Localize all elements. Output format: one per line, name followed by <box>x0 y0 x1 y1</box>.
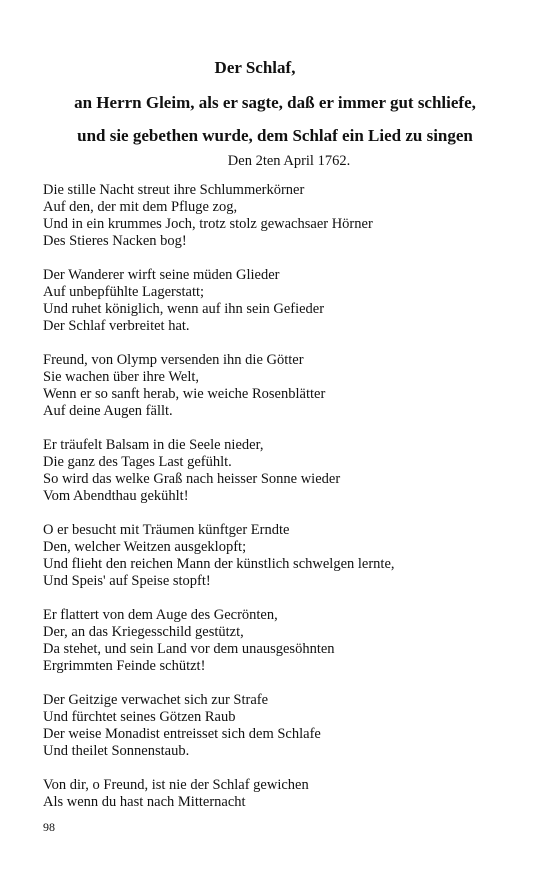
verse-line: Auf deine Augen fällt. <box>43 403 173 419</box>
verse-line: Von dir, o Freund, ist nie der Schlaf gewichen <box>43 777 309 793</box>
poem-date: Den 2ten April 1762. <box>227 153 351 169</box>
verse-line: Und ruhet königlich, wenn auf ihn sein Gefieder <box>43 301 325 317</box>
verse-line: O er besucht mit Träumen künftger Erndte <box>43 522 290 538</box>
stanza <box>43 777 523 811</box>
stanza <box>43 522 523 590</box>
stanza <box>43 352 523 420</box>
verse-line: Und Speis' auf Speise stopft! <box>43 573 211 589</box>
poem-subtitle-line-2: und sie gebethen wurde, dem Schlaf ein Lied zu singen <box>77 126 473 145</box>
verse-line: Die ganz des Tages Last gefühlt. <box>43 454 232 470</box>
verse-line: Der weise Monadist entreisset sich dem Schlafe <box>43 726 321 742</box>
verse-line: Freund, von Olymp versenden ihn die Götter <box>43 352 304 368</box>
verse-line: Der, an das Kriegesschild gestützt, <box>43 624 244 640</box>
poem-body <box>43 182 523 828</box>
verse-line: Auf unbepfühlte Lagerstatt; <box>43 284 205 300</box>
verse-line: Vom Abendthau gekühlt! <box>43 488 189 504</box>
verse-line: Wenn er so sanft herab, wie weiche Rosenblätter <box>43 386 326 402</box>
verse-line: Und theilet Sonnenstaub. <box>43 743 190 759</box>
stanza <box>43 607 523 675</box>
verse-line: Des Stieres Nacken bog! <box>43 233 187 249</box>
verse-line: Sie wachen über ihre Welt, <box>43 369 199 385</box>
stanza <box>43 182 523 250</box>
stanza <box>43 267 523 335</box>
verse-line: Ergrimmten Feinde schützt! <box>43 658 206 674</box>
verse-line: Auf den, der mit dem Pfluge zog, <box>43 199 238 215</box>
verse-line: Als wenn du hast nach Mitternacht <box>43 794 246 810</box>
verse-line: Und in ein krummes Joch, trotz stolz gewachsaer Hörner <box>43 216 373 232</box>
verse-line: Er flattert von dem Auge des Gecrönten, <box>43 607 278 623</box>
verse-line: Den, welcher Weitzen ausgeklopft; <box>43 539 247 555</box>
verse-line: So wird das welke Graß nach heisser Sonne wieder <box>43 471 341 487</box>
verse-line: Der Geitzige verwachet sich zur Strafe <box>43 692 269 708</box>
verse-line: Der Wanderer wirft seine müden Glieder <box>43 267 280 283</box>
stanza <box>43 437 523 505</box>
verse-line: Da stehet, und sein Land vor dem unausgesöhnten <box>43 641 335 657</box>
verse-line: Und flieht den reichen Mann der künstlich schwelgen lernte, <box>43 556 395 572</box>
verse-line: Der Schlaf verbreitet hat. <box>43 318 190 334</box>
stanza <box>43 692 523 760</box>
poem-title: Der Schlaf, <box>214 58 296 77</box>
verse-line: Die stille Nacht streut ihre Schlummerkörner <box>43 182 305 198</box>
poem-subtitle-line-1: an Herrn Gleim, als er sagte, daß er immer gut schliefe, <box>74 93 476 112</box>
verse-line: Und fürchtet seines Götzen Raub <box>43 709 236 725</box>
verse-line: Er träufelt Balsam in die Seele nieder, <box>43 437 264 453</box>
page-number: 98 <box>43 820 55 834</box>
